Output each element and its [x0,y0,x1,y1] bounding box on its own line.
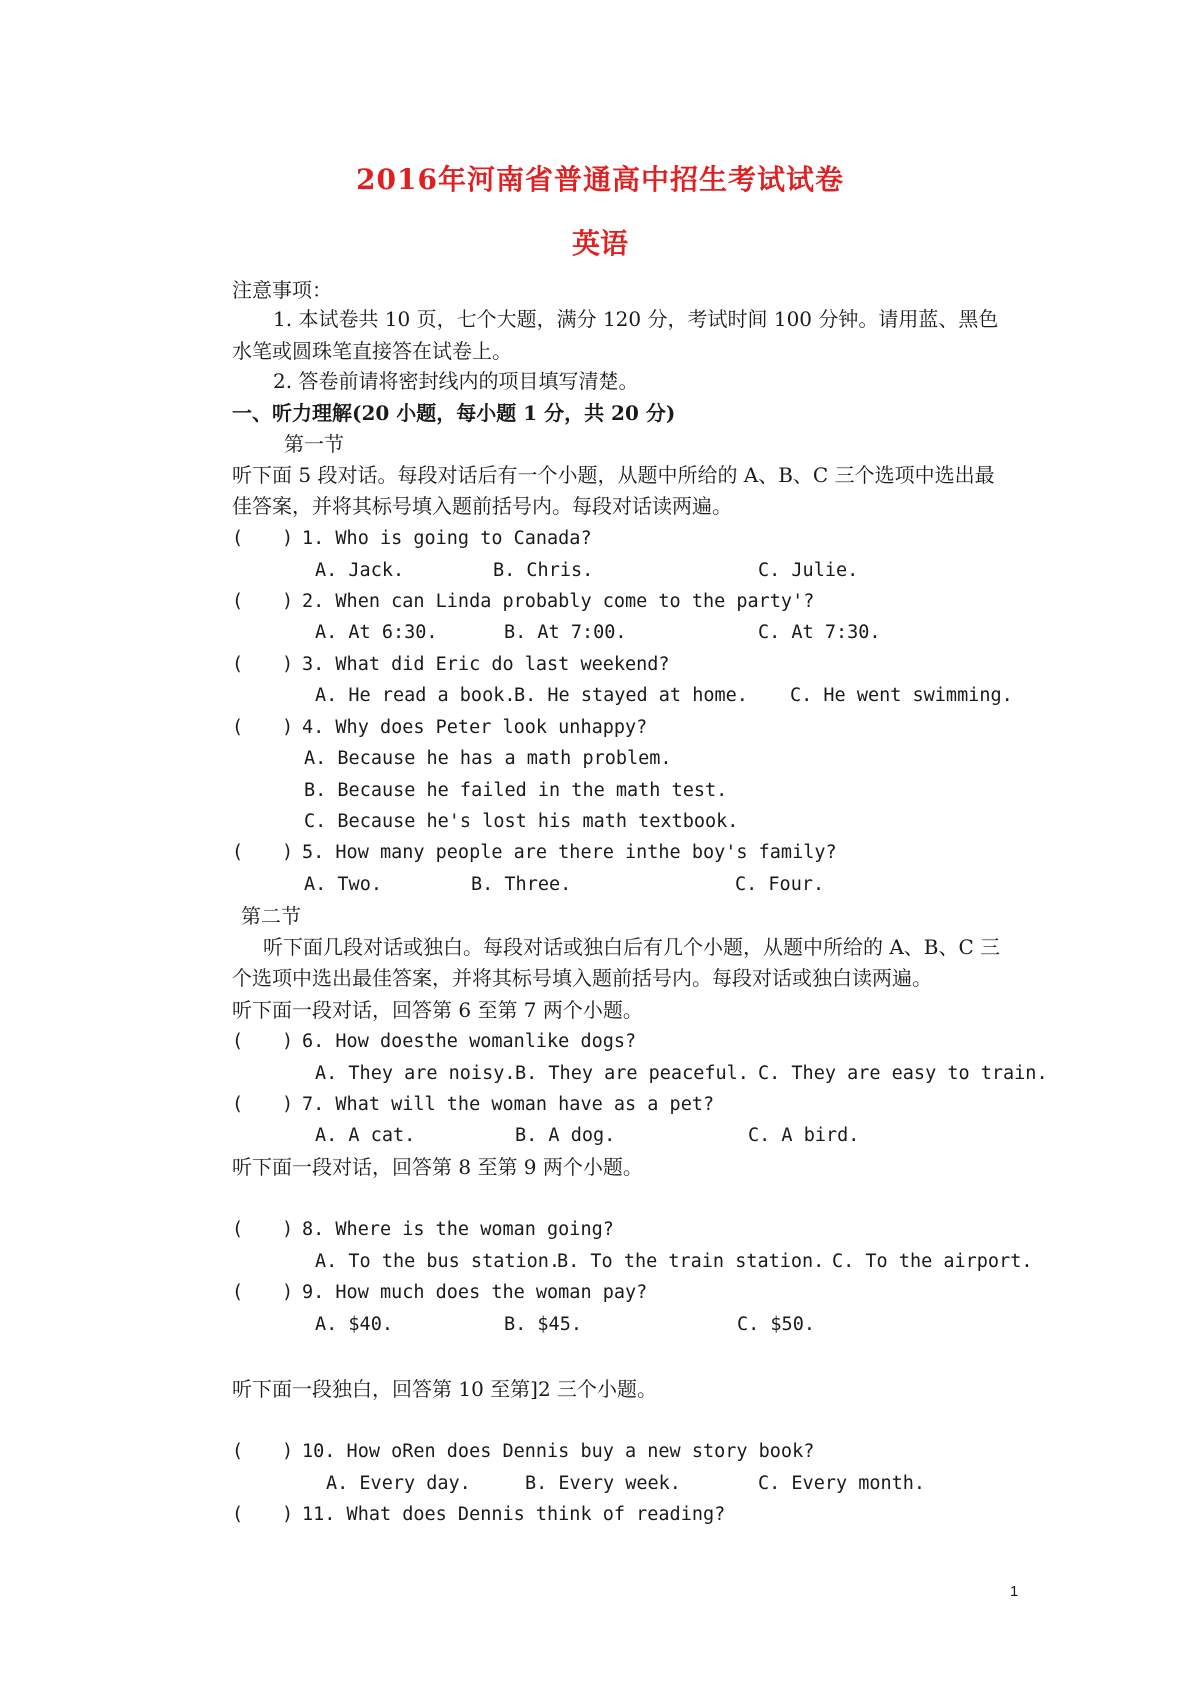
question-4 [232,716,1132,740]
answer-paren-close: ) [282,1282,294,1303]
option-b: B. Every week. [525,1473,681,1494]
option-a: A. Two. [304,874,382,895]
option-c: C. Because he's lost his math textbook. [304,811,739,832]
option-c: C. They are easy to train. [758,1063,1048,1084]
question-text: 7. What will the woman have as a pet? [302,1094,715,1115]
option-c: C. He went swimming. [790,685,1013,706]
question-text: 8. Where is the woman going? [302,1219,614,1240]
section2-label: 第二节 [241,904,301,928]
answer-paren-open: ( [232,717,244,738]
part1-heading: 一、听力理解(20 小题，每小题 1 分，共 20 分) [232,401,676,425]
option-a: A. A cat. [315,1125,416,1146]
subject-title: 英语 [571,227,628,260]
question-6 [232,1030,1132,1054]
section1-instructions-cont: 佳答案，并将其标号填入题前括号内。每段对话读两遍。 [232,494,732,518]
page-number: 1 [1010,1583,1019,1600]
answer-paren-open: ( [232,1219,244,1240]
answer-paren-close: ) [282,1031,294,1052]
option-b: B. Chris. [493,560,594,581]
option-b: B. He stayed at home. [514,685,748,706]
answer-paren-close: ) [282,528,294,549]
answer-paren-open: ( [232,1094,244,1115]
option-a: A. He read a book. [315,685,516,706]
option-b: B. $45. [504,1314,582,1335]
question-text: 5. How many people are there inthe boy's family? [302,842,837,863]
question-text: 1. Who is going to Canada? [302,528,592,549]
option-c: C. $50. [737,1314,815,1335]
question-11 [232,1503,1132,1527]
group-instruction-10-12: 听下面一段独白，回答第 10 至第]2 三个小题。 [232,1377,658,1401]
question-8 [232,1218,1132,1242]
notice-heading: 注意事项： [232,278,332,302]
answer-paren-close: ) [282,1094,294,1115]
question-text: 9. How much does the woman pay? [302,1282,648,1303]
answer-paren-close: ) [282,591,294,612]
option-b: B. Because he failed in the math test. [304,780,728,801]
notice-item-1-cont: 水笔或圆珠笔直接答在试卷上。 [232,339,512,363]
option-c: C. At 7:30. [758,622,881,643]
answer-paren-open: ( [232,1441,244,1462]
answer-paren-close: ) [282,654,294,675]
answer-paren-open: ( [232,842,244,863]
question-text: 3. What did Eric do last weekend? [302,654,670,675]
question-text: 6. How doesthe womanlike dogs? [302,1031,637,1052]
group-instruction-8-9: 听下面一段对话，回答第 8 至第 9 两个小题。 [232,1155,643,1179]
option-a: A. Every day. [326,1473,471,1494]
option-a: A. Jack. [315,560,405,581]
question-2 [232,590,1132,614]
answer-paren-open: ( [232,591,244,612]
answer-paren-open: ( [232,654,244,675]
question-text: 2. When can Linda probably come to the party'? [302,591,815,612]
answer-paren-open: ( [232,1282,244,1303]
answer-paren-close: ) [282,1441,294,1462]
option-a: A. At 6:30. [315,622,438,643]
answer-paren-open: ( [232,528,244,549]
section1-instructions: 听下面 5 段对话。每段对话后有一个小题，从题中所给的 A、B、C 三个选项中选出最 [232,463,995,487]
notice-item-2: 2. 答卷前请将密封线内的项目填写清楚。 [273,369,639,393]
option-b: B. At 7:00. [504,622,627,643]
option-a: A. They are noisy. [315,1063,516,1084]
option-c: C. Four. [735,874,825,895]
answer-paren-close: ) [282,1219,294,1240]
answer-paren-open: ( [232,1031,244,1052]
option-b: B. To the train station. [557,1251,825,1272]
question-text: 4. Why does Peter look unhappy? [302,717,648,738]
answer-paren-close: ) [282,1504,294,1525]
question-3 [232,653,1132,677]
option-a: A. $40. [315,1314,393,1335]
option-c: C. To the airport. [832,1251,1033,1272]
option-c: C. A bird. [748,1125,860,1146]
question-text: 10. How oRen does Dennis buy a new story book? [302,1441,815,1462]
option-a: A. To the bus station. [315,1251,561,1272]
answer-paren-open: ( [232,1504,244,1525]
question-text: 11. What does Dennis think of reading? [302,1504,726,1525]
option-a: A. Because he has a math problem. [304,748,672,769]
question-5 [232,841,1132,865]
group-instruction-6-7: 听下面一段对话，回答第 6 至第 7 两个小题。 [232,998,643,1022]
exam-title: 2016年河南省普通高中招生考试试卷 [356,163,844,196]
option-b: B. A dog. [515,1125,616,1146]
question-10 [232,1440,1132,1464]
answer-paren-close: ) [282,842,294,863]
question-1 [232,527,1132,551]
option-b: B. Three. [471,874,572,895]
question-9 [232,1281,1132,1305]
option-c: C. Julie. [758,560,859,581]
section1-label: 第一节 [284,432,344,456]
section2-instructions-cont: 个选项中选出最佳答案，并将其标号填入题前括号内。每段对话或独白读两遍。 [232,966,932,990]
option-c: C. Every month. [758,1473,926,1494]
notice-item-1: 1. 本试卷共 10 页，七个大题，满分 120 分，考试时间 100 分钟。请用蓝、黑色 [273,307,999,331]
section2-instructions: 听下面几段对话或独白。每段对话或独白后有几个小题，从题中所给的 A、B、C 三 [263,935,1001,959]
option-b: B. They are peaceful. [515,1063,749,1084]
question-7 [232,1093,1132,1117]
answer-paren-close: ) [282,717,294,738]
